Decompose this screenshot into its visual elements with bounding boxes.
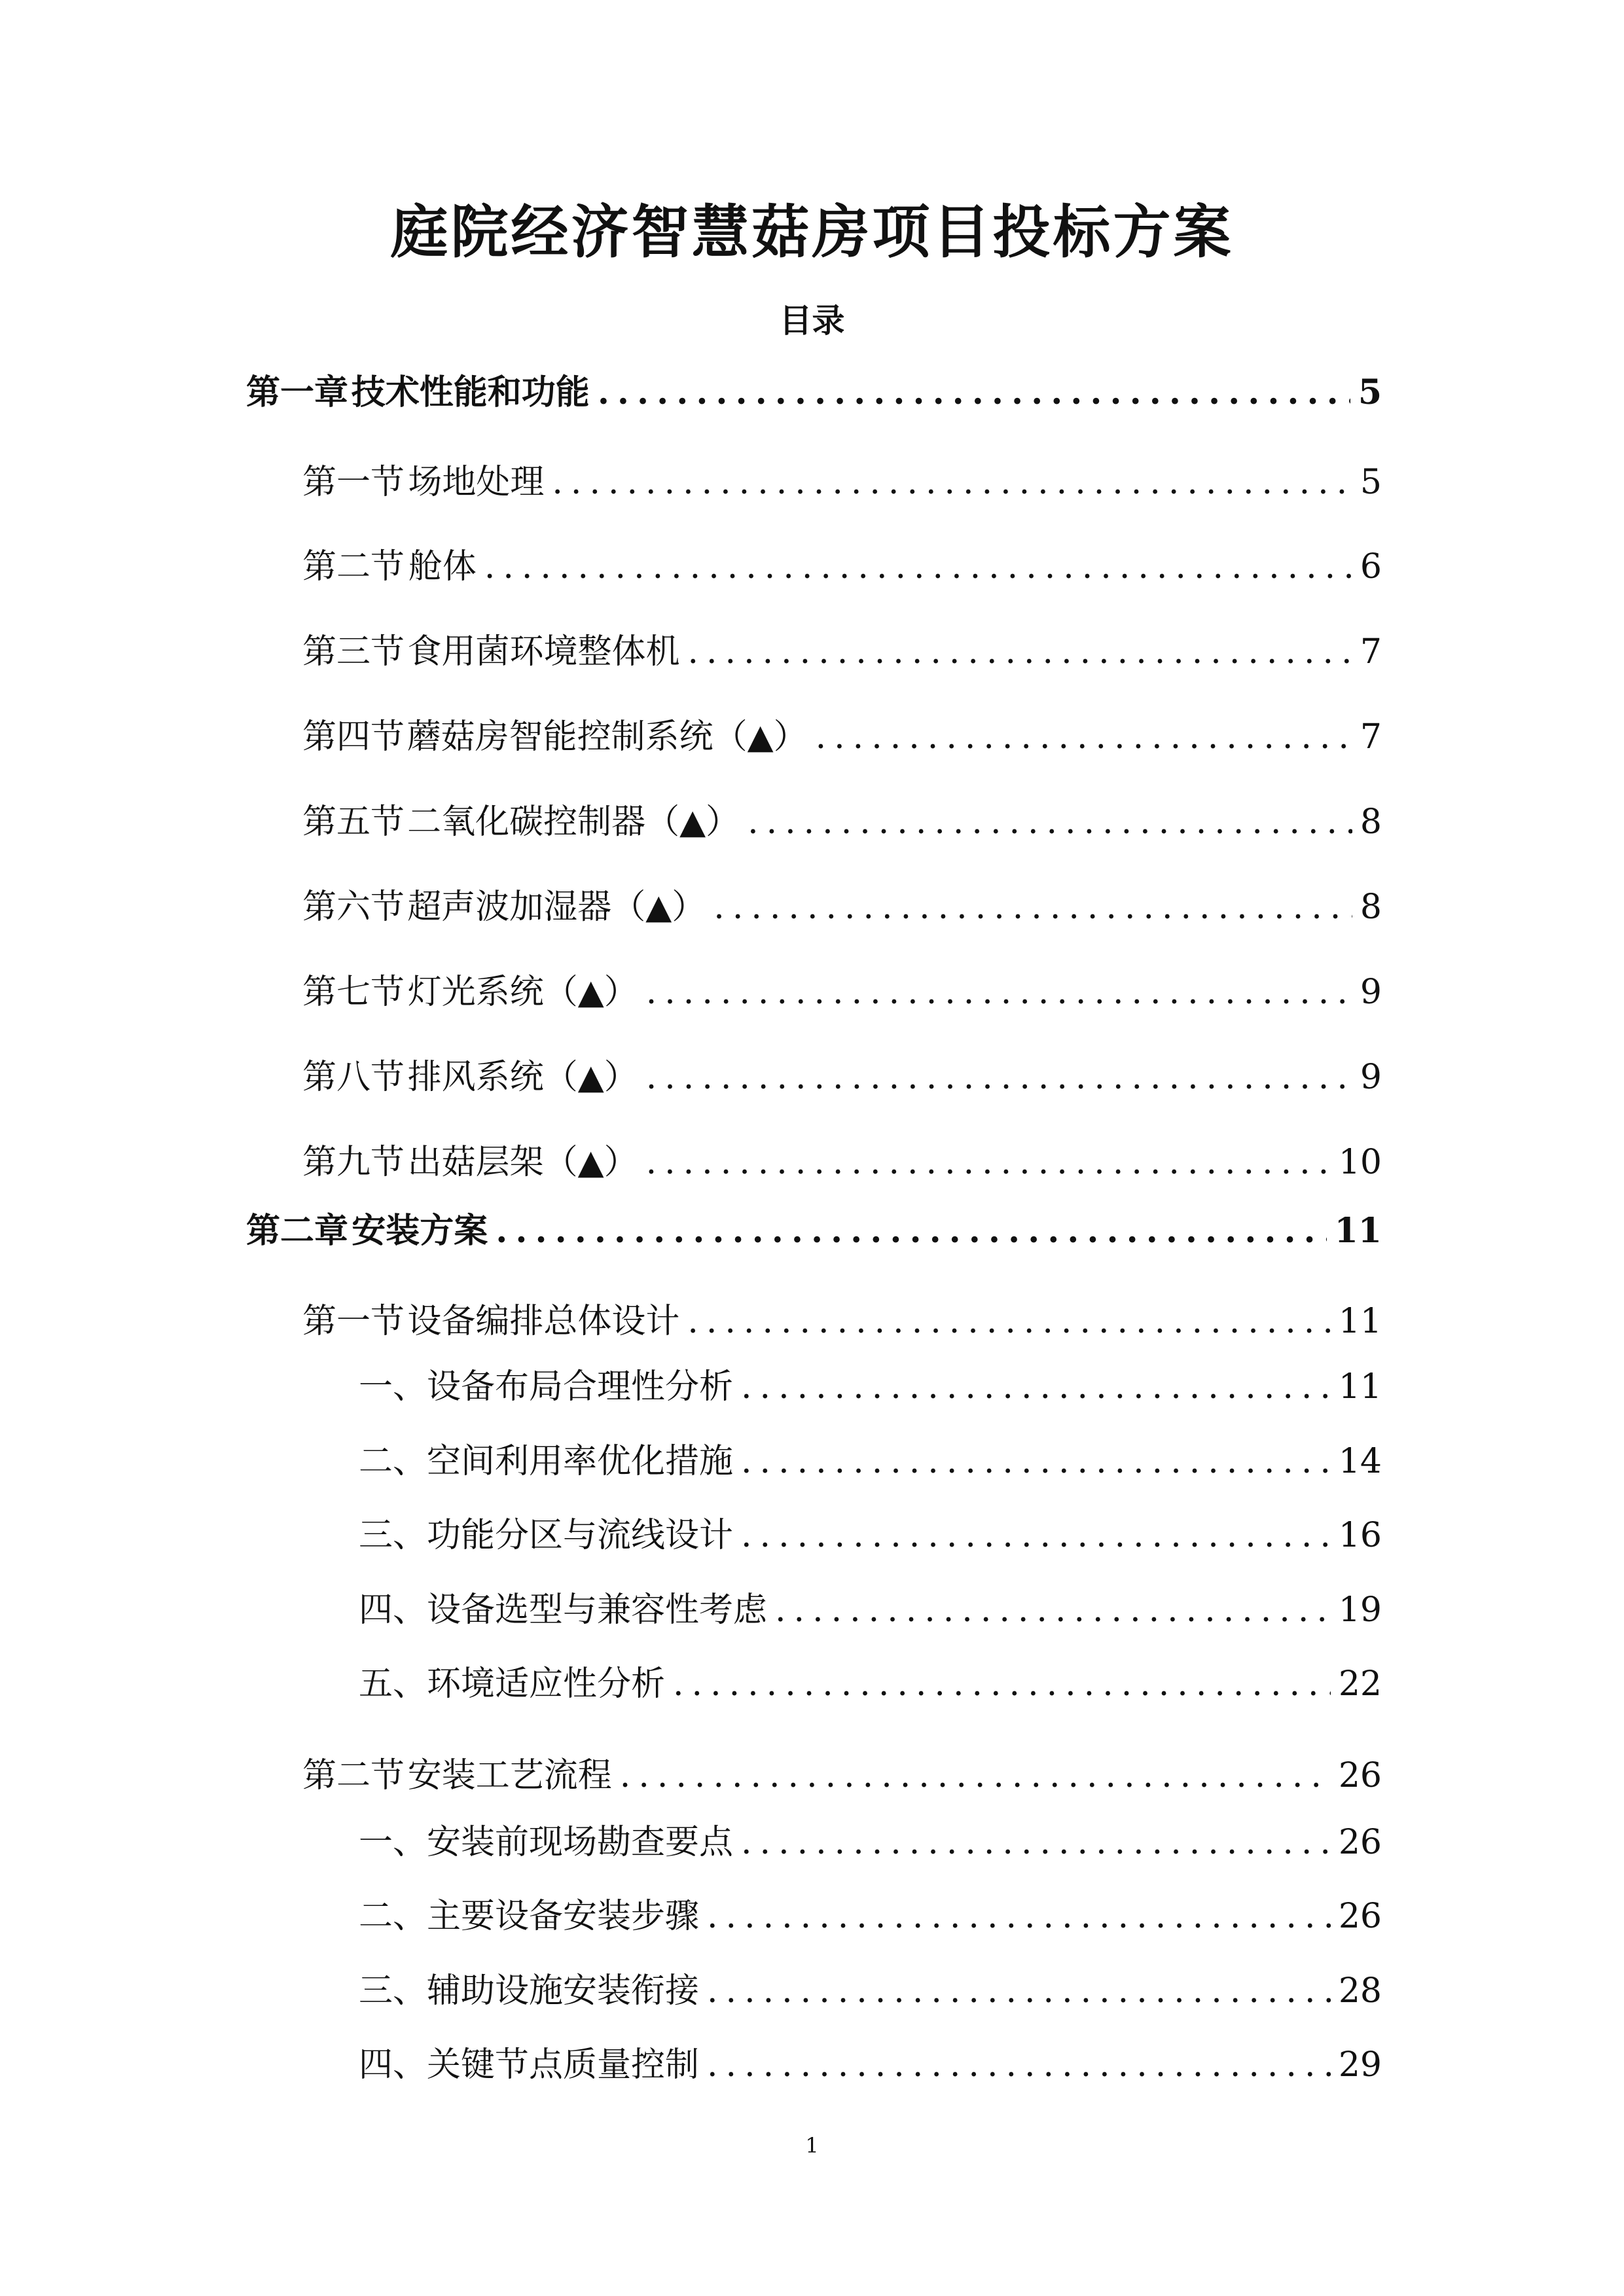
toc-section-entry[interactable] bbox=[302, 547, 1382, 586]
toc-entry-page: 11 bbox=[1334, 1211, 1382, 1251]
toc-entry-prefix: 第七节 bbox=[302, 973, 405, 1012]
toc-entry-title: 二、主要设备安装步骤 bbox=[359, 1897, 700, 1936]
toc-dot-leader bbox=[687, 1304, 1330, 1338]
toc-entry-page: 6 bbox=[1360, 547, 1382, 586]
toc-entry-prefix: 第八节 bbox=[302, 1058, 405, 1097]
toc-entry-page: 5 bbox=[1358, 372, 1382, 412]
toc-subsection-entry[interactable] bbox=[359, 1590, 1382, 1630]
toc-entry-page: 26 bbox=[1338, 1897, 1382, 1936]
toc-entry-page: 8 bbox=[1360, 802, 1382, 842]
toc-entry-title: 出菇层架（▲） bbox=[407, 1143, 638, 1182]
toc-entry-title: 安装方案 bbox=[352, 1211, 488, 1251]
toc-dot-leader bbox=[713, 890, 1352, 924]
toc-dot-leader bbox=[816, 720, 1352, 754]
toc-dot-leader bbox=[598, 376, 1350, 410]
toc-entry-prefix: 第一节 bbox=[302, 1302, 405, 1341]
toc-section-entry[interactable] bbox=[302, 463, 1382, 502]
toc-entry-page: 7 bbox=[1360, 717, 1382, 757]
toc-entry-title: 二、空间利用率优化措施 bbox=[359, 1442, 734, 1481]
toc-section-entry[interactable] bbox=[302, 1143, 1382, 1182]
toc-dot-leader bbox=[673, 1667, 1331, 1701]
toc-dot-leader bbox=[646, 975, 1352, 1009]
toc-subsection-entry[interactable] bbox=[359, 1971, 1382, 2011]
toc-entry-title: 设备编排总体设计 bbox=[407, 1302, 680, 1341]
toc-dot-leader bbox=[775, 1593, 1331, 1627]
toc-entry-prefix: 第三节 bbox=[302, 632, 405, 672]
toc-entry-page: 7 bbox=[1360, 632, 1382, 672]
toc-entry-title: 三、功能分区与流线设计 bbox=[359, 1516, 734, 1555]
toc-section-entry[interactable] bbox=[302, 973, 1382, 1012]
toc-dot-leader bbox=[741, 1370, 1331, 1404]
document-title: 庭院经济智慧菇房项目投标方案 bbox=[390, 198, 1234, 266]
toc-entry-prefix: 第二节 bbox=[302, 1756, 405, 1795]
toc-entry-prefix: 第一章 bbox=[246, 372, 349, 412]
toc-dot-leader bbox=[646, 1060, 1352, 1094]
toc-section-entry[interactable] bbox=[302, 802, 1382, 842]
toc-entry-title: 超声波加湿器（▲） bbox=[407, 888, 706, 927]
toc-entry-title: 五、环境适应性分析 bbox=[359, 1664, 666, 1704]
toc-dot-leader bbox=[646, 1145, 1331, 1179]
toc-entry-page: 5 bbox=[1360, 463, 1382, 502]
toc-entry-page: 16 bbox=[1338, 1516, 1382, 1555]
toc-entry-page: 9 bbox=[1360, 973, 1382, 1012]
page-number: 1 bbox=[805, 2133, 819, 2158]
toc-subsection-entry[interactable] bbox=[359, 1444, 1382, 1479]
toc-section-entry[interactable] bbox=[302, 632, 1382, 672]
toc-entry-title: 蘑菇房智能控制系统（▲） bbox=[406, 717, 808, 757]
toc-entry-prefix: 第二节 bbox=[302, 547, 405, 586]
toc-entry-page: 28 bbox=[1338, 1971, 1382, 2011]
toc-entry-page: 10 bbox=[1338, 1143, 1382, 1182]
toc-dot-leader bbox=[707, 2048, 1331, 2082]
toc-entry-title: 二氧化碳控制器（▲） bbox=[407, 802, 740, 842]
toc-section-entry[interactable] bbox=[302, 888, 1382, 927]
toc-subsection-entry[interactable] bbox=[359, 1516, 1382, 1555]
toc-heading: 目录 bbox=[779, 301, 845, 340]
toc-subsection-entry[interactable] bbox=[359, 1823, 1382, 1862]
toc-entry-page: 9 bbox=[1360, 1058, 1382, 1097]
toc-entry-title: 舱体 bbox=[408, 547, 477, 586]
toc-entry-page: 11 bbox=[1338, 1302, 1382, 1341]
toc-entry-prefix: 第一节 bbox=[302, 463, 405, 502]
toc-entry-title: 排风系统（▲） bbox=[407, 1058, 638, 1097]
toc-entry-page: 26 bbox=[1338, 1823, 1382, 1862]
toc-subsection-entry[interactable] bbox=[359, 1664, 1382, 1704]
toc-section-entry[interactable] bbox=[302, 1302, 1382, 1341]
toc-entry-prefix: 第二章 bbox=[246, 1211, 349, 1251]
toc-dot-leader bbox=[741, 1444, 1331, 1479]
toc-entry-title: 三、辅助设施安装衔接 bbox=[359, 1971, 700, 2011]
toc-dot-leader bbox=[620, 1759, 1331, 1793]
toc-entry-page: 11 bbox=[1338, 1367, 1382, 1407]
toc-dot-leader bbox=[741, 1518, 1331, 1552]
toc-section-entry[interactable] bbox=[302, 717, 1382, 757]
toc-entry-title: 灯光系统（▲） bbox=[407, 973, 638, 1012]
toc-entry-title: 一、安装前现场勘查要点 bbox=[359, 1823, 734, 1862]
toc-dot-leader bbox=[496, 1214, 1326, 1248]
toc-entry-page: 8 bbox=[1360, 888, 1382, 927]
toc-chapter-entry[interactable] bbox=[246, 1211, 1382, 1251]
toc-section-entry[interactable] bbox=[302, 1058, 1382, 1097]
toc-dot-leader bbox=[741, 1825, 1331, 1859]
toc-entry-title: 安装工艺流程 bbox=[407, 1756, 612, 1795]
toc-subsection-entry[interactable] bbox=[359, 1367, 1382, 1407]
toc-entry-prefix: 第六节 bbox=[302, 888, 405, 927]
toc-entry-page: 29 bbox=[1338, 2045, 1382, 2085]
toc-entry-prefix: 第九节 bbox=[302, 1143, 405, 1182]
toc-dot-leader bbox=[552, 465, 1352, 499]
toc-entry-title: 技术性能和功能 bbox=[351, 372, 590, 412]
toc-entry-title: 四、设备选型与兼容性考虑 bbox=[359, 1590, 768, 1630]
toc-section-entry[interactable] bbox=[302, 1756, 1382, 1795]
toc-entry-title: 食用菌环境整体机 bbox=[407, 632, 680, 672]
toc-dot-leader bbox=[484, 550, 1352, 584]
toc-entry-prefix: 第五节 bbox=[302, 802, 405, 842]
toc-entry-page: 26 bbox=[1338, 1756, 1382, 1795]
toc-entry-title: 一、设备布局合理性分析 bbox=[359, 1367, 734, 1407]
toc-entry-page: 22 bbox=[1338, 1664, 1382, 1704]
toc-entry-page: 14 bbox=[1338, 1442, 1382, 1481]
toc-subsection-entry[interactable] bbox=[359, 1897, 1382, 1936]
toc-dot-leader bbox=[707, 1974, 1331, 2008]
toc-dot-leader bbox=[707, 1899, 1331, 1933]
toc-chapter-entry[interactable] bbox=[246, 372, 1382, 412]
toc-dot-leader bbox=[687, 635, 1352, 669]
toc-entry-prefix: 第四节 bbox=[302, 717, 405, 757]
toc-entry-title: 场地处理 bbox=[408, 463, 545, 502]
toc-entry-title: 四、关键节点质量控制 bbox=[359, 2045, 700, 2085]
toc-subsection-entry[interactable] bbox=[359, 2045, 1382, 2085]
toc-dot-leader bbox=[748, 805, 1352, 839]
toc-entry-page: 19 bbox=[1338, 1590, 1382, 1630]
